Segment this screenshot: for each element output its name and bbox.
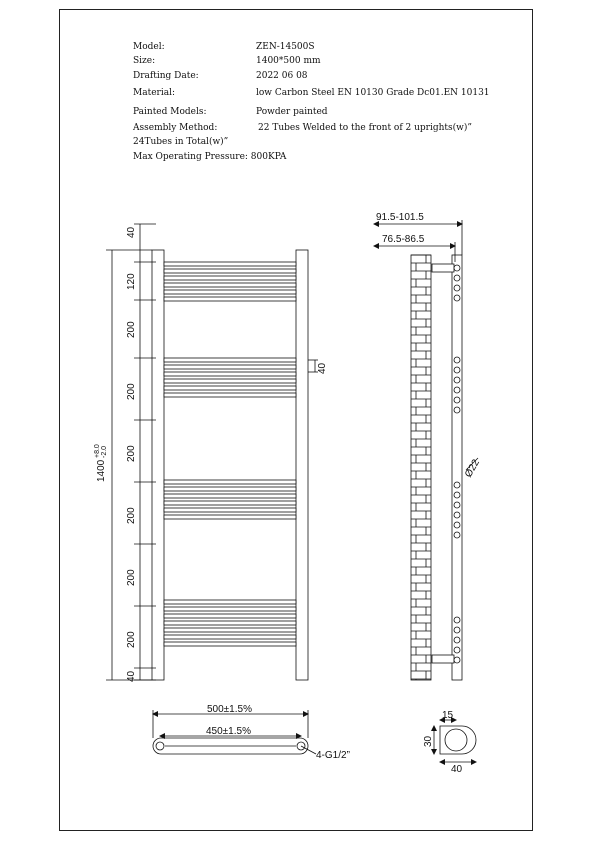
tube-circle: [454, 637, 460, 643]
horizontal-tube: [164, 276, 296, 280]
tube-circle: [454, 482, 460, 488]
horizontal-tube: [164, 283, 296, 287]
size-value: 1400*500 mm: [256, 56, 321, 66]
horizontal-tube: [164, 508, 296, 512]
date-label: Drafting Date:: [133, 71, 199, 81]
seg-top-label: 40: [126, 226, 137, 238]
horizontal-tube: [164, 621, 296, 625]
tube-group: [164, 262, 296, 646]
tube-circle: [454, 275, 460, 281]
seg-4-label: 200: [126, 445, 137, 462]
max-pressure: Max Operating Pressure: 800KPA: [133, 152, 287, 162]
side-view: [374, 220, 478, 680]
horizontal-tube: [164, 515, 296, 519]
side-upright: [452, 255, 462, 680]
dim-inner-label: 76.5-86.5: [382, 234, 425, 245]
height-label: 1400: [96, 459, 107, 482]
horizontal-tube: [164, 365, 296, 369]
tube-circle: [454, 522, 460, 528]
tube-circle: [454, 295, 460, 301]
section-bottom-label: 40: [451, 764, 463, 775]
assembly-label: Assembly Method:: [133, 123, 218, 133]
material-label: Material:: [133, 88, 175, 98]
width-outer-label: 500±1.5%: [207, 704, 252, 715]
horizontal-tube: [164, 297, 296, 301]
height-tol-plus: +8.0: [94, 444, 101, 458]
assembly-continued: 24Tubes in Total(w)”: [133, 137, 229, 147]
horizontal-tube: [164, 494, 296, 498]
connection-label: 4-G1/2”: [316, 750, 350, 761]
brick-wall: [411, 255, 431, 680]
height-tol-minus: -2.0: [101, 445, 108, 458]
horizontal-tube: [164, 379, 296, 383]
horizontal-tube: [164, 262, 296, 266]
horizontal-tube: [164, 269, 296, 273]
horizontal-tube: [164, 635, 296, 639]
horizontal-tube: [164, 642, 296, 646]
painted-label: Painted Models:: [133, 107, 207, 117]
tube-circle: [454, 492, 460, 498]
horizontal-tube: [164, 372, 296, 376]
top-bracket: [432, 264, 454, 272]
section-top-label: 15: [442, 710, 454, 721]
tube-circle: [454, 397, 460, 403]
material-value: low Carbon Steel EN 10130 Grade Dc01.EN 10131: [256, 88, 490, 98]
horizontal-tube: [164, 386, 296, 390]
tube-circle: [454, 617, 460, 623]
tube-circle: [454, 627, 460, 633]
horizontal-tube: [164, 487, 296, 491]
tube-circle: [454, 367, 460, 373]
tube-circle: [454, 647, 460, 653]
tube-circle: [454, 357, 460, 363]
seg-2-label: 200: [126, 321, 137, 338]
horizontal-tube: [164, 393, 296, 397]
horizontal-tube: [164, 607, 296, 611]
tube-circle: [454, 512, 460, 518]
tube-gap-label: 40: [317, 362, 328, 374]
size-label: Size:: [133, 56, 156, 66]
section-side-label: 30: [423, 735, 434, 747]
tube-circle: [454, 657, 460, 663]
tube-circle: [454, 407, 460, 413]
horizontal-tube: [164, 501, 296, 505]
width-centres-label: 450±1.5%: [206, 726, 251, 737]
horizontal-tube: [164, 358, 296, 362]
tube-circle: [454, 387, 460, 393]
seg-1-label: 120: [126, 273, 137, 290]
painted-value: Powder painted: [256, 107, 328, 117]
seg-6-label: 200: [126, 569, 137, 586]
tube-circle: [454, 502, 460, 508]
date-value: 2022 06 08: [256, 71, 308, 81]
left-upright: [152, 250, 164, 680]
seg-bottom-label: 40: [126, 670, 137, 682]
seg-5-label: 200: [126, 507, 137, 524]
tube-circle: [454, 265, 460, 271]
model-value: ZEN-14500S: [256, 42, 315, 52]
seg-3-label: 200: [126, 383, 137, 400]
horizontal-tube: [164, 614, 296, 618]
right-upright: [296, 250, 308, 680]
tube-circle: [454, 285, 460, 291]
tube-diameter-label: Ø22: [463, 457, 483, 480]
tube-circle: [454, 532, 460, 538]
horizontal-tube: [164, 480, 296, 484]
seg-7-label: 200: [126, 631, 137, 648]
section-view: [434, 720, 476, 762]
assembly-value: 22 Tubes Welded to the front of 2 uprights(w)”: [258, 123, 472, 133]
dim-outer-label: 91.5-101.5: [376, 212, 424, 223]
horizontal-tube: [164, 290, 296, 294]
horizontal-tube: [164, 628, 296, 632]
bottom-bracket: [432, 655, 454, 663]
horizontal-tube: [164, 600, 296, 604]
tube-circle: [454, 377, 460, 383]
model-label: Model:: [133, 42, 165, 52]
